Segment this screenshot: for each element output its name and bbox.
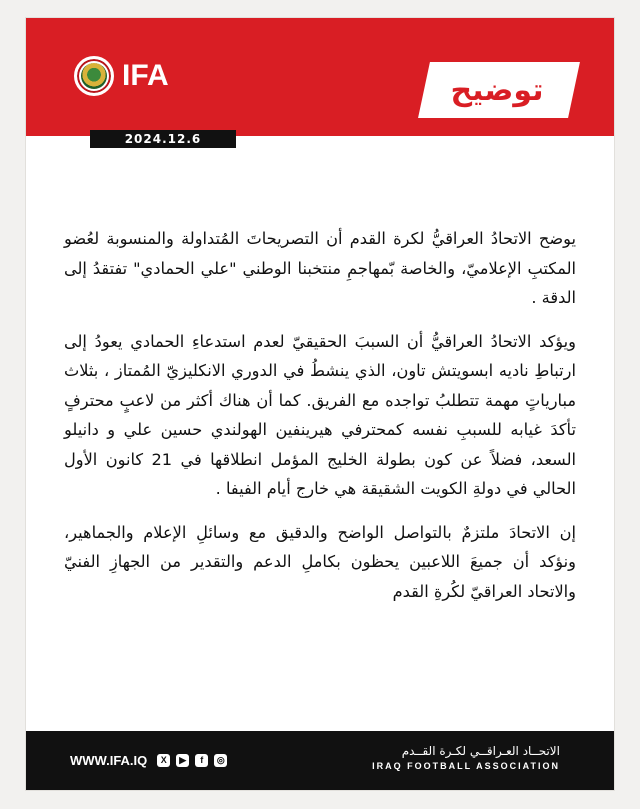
paragraph-1: يوضح الاتحادُ العراقيُّ لكرة القدم أن التصريحاتَ المُتداولة والمنسوبة لعُضو المكتبِ الإعلاميّ، والخاصة بّمهاجمِ منتخبنا الوطني "علي الحمادي" تفتقدُ إلى الدقة .	[64, 229, 576, 307]
header-banner	[26, 18, 614, 136]
statement-card	[26, 18, 614, 790]
footer-bar	[26, 731, 614, 790]
paragraph-3: إن الاتحادَ ملتزمٌ بالتواصل الواضح والدقيق مع وسائلِ الإعلام والجماهير، ونؤكد أن جميعَ اللاعبين يحظون بكاملِ الدعم والتقدير من الجهازِ الفنيّ والاتحاد العراقيّ لكُرةِ القدم	[64, 522, 576, 601]
facebook-icon[interactable]: f	[195, 754, 208, 767]
youtube-icon[interactable]: ▶	[176, 754, 189, 767]
website-link[interactable]: WWW.IFA.IQ	[70, 752, 148, 768]
date-label: 2024.12.6	[90, 130, 236, 148]
association-name	[360, 743, 560, 773]
ifa-emblem-icon	[74, 56, 114, 96]
footer-links	[70, 749, 227, 771]
association-name-arabic: الاتحــاد العـراقــي لكـرة القــدم	[401, 744, 560, 758]
association-name-english: IRAQ FOOTBALL ASSOCIATION	[372, 761, 560, 771]
ifa-logo	[74, 56, 169, 96]
x-icon[interactable]: X	[157, 754, 170, 767]
logo-text: IFA	[122, 59, 169, 92]
paragraph-2: ويؤكد الاتحادُ العراقيُّ أن السببَ الحقيقيّ لعدم استدعاءِ الحمادي يعودُ إلى ارتباطِ ناديه ابسويتش تاون، الذي ينشطُ في الدوري الانكليزيّ المُمتاز ، بثلاث مبارياتٍ مهمة تتطلبُ تواجده مع الفريق. كما أن هناك أكثر من لاعبٍ محترفٍ تأكدَ غيابه للسببِ نفسه كمحترفي هيرينفين الهولندي حسين علي و دانيلو السعد، فضلاً عن كون بطولة الخليج المؤمل انطلاقها في 21 كانون الأول الحالي في دولةِ الكويت الشقيقة هي خارج أيام الفيفا .	[64, 331, 576, 498]
instagram-icon[interactable]: ◎	[214, 754, 227, 767]
statement-body	[64, 224, 576, 620]
page-title: توضيح	[450, 72, 544, 108]
